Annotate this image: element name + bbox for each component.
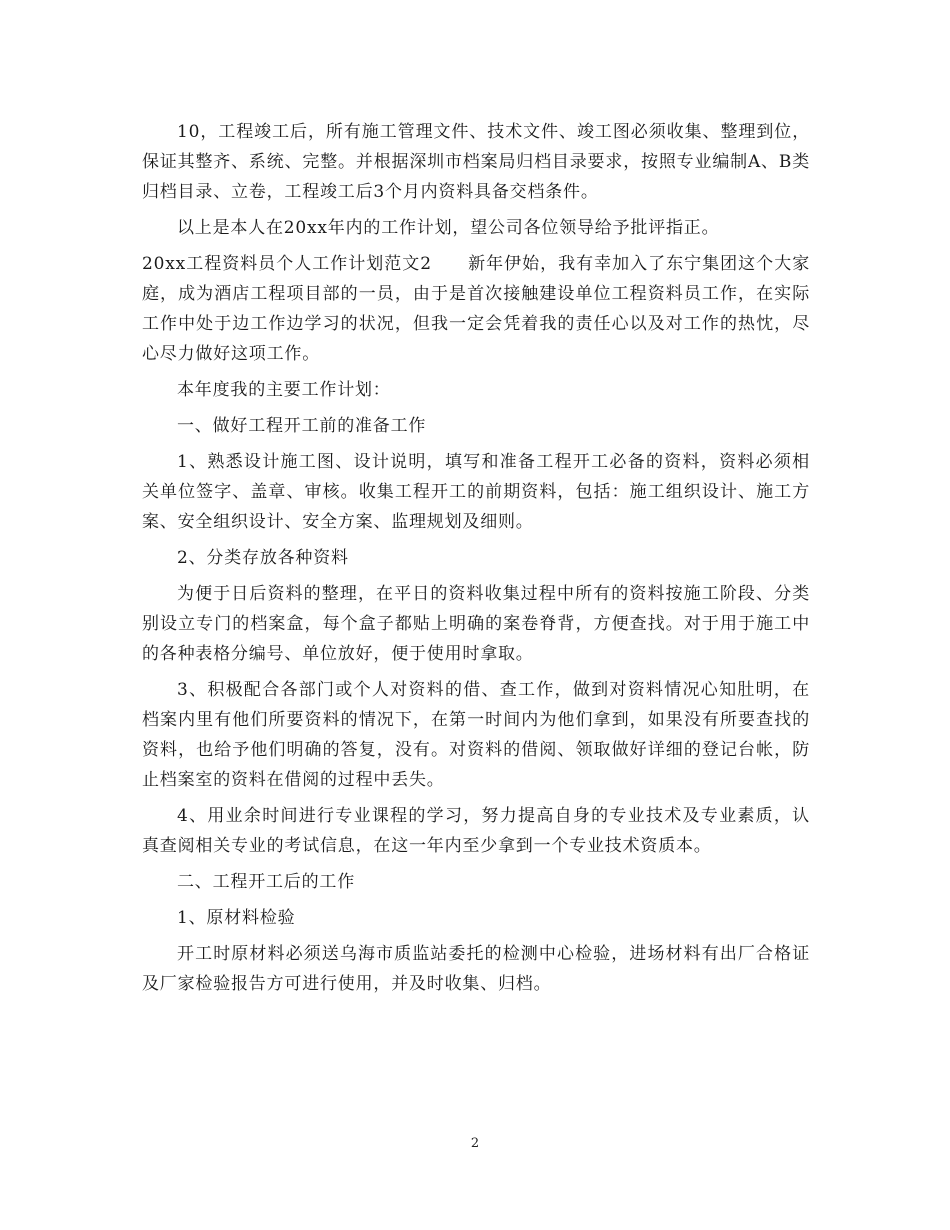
paragraph-item-3: 3、积极配合各部门或个人对资料的借、查工作，做到对资料情况心知肚明，在档案内里有他们所要资料的情况下，在第一时间内为他们拿到，如果没有所要查找的资料，也给予他们明确的答复，没有。对资料的借阅、领取做好详细的登记台帐，防止档案室的资料在借阅的过程中丢失。 xyxy=(142,680,810,790)
subheading-item-2: 2、分类存放各种资料 xyxy=(177,548,349,568)
section-heading-after-start: 二、工程开工后的工作 xyxy=(177,872,355,892)
paragraph-plan-intro: 20xx工程资料员个人工作计划范文2 新年伊始，我有幸加入了东宁集团这个大家庭，成为酒店工程项目部的一员，由于是首次接触建设单位工程资料员工作，在实际工作中处于边工作边学习的状况，但我一定会凭着我的责任心以及对工作的热忱，尽心尽力做好这项工作。 xyxy=(142,254,810,364)
paragraph-material-inspection: 开工时原材料必须送乌海市质监站委托的检测中心检验，进场材料有出厂合格证及厂家检验报告方可进行使用，并及时收集、归档。 xyxy=(142,944,810,994)
paragraph-item-4: 4、用业余时间进行专业课程的学习，努力提高自身的专业技术及专业素质，认真查阅相关专业的考试信息，在这一年内至少拿到一个专业技术资质本。 xyxy=(142,806,810,856)
paragraph-item-1: 1、熟悉设计施工图、设计说明，填写和准备工程开工必备的资料，资料必须相关单位签字、盖章、审核。收集工程开工的前期资料，包括：施工组织设计、施工方案、安全组织设计、安全方案、监理规划及细则。 xyxy=(142,452,810,532)
paragraph-filing-method: 为便于日后资料的整理，在平日的资料收集过程中所有的资料按施工阶段、分类别设立专门的档案盒，每个盒子都贴上明确的案卷脊背，方便查找。对于用于施工中的各种表格分编号、单位放好，便于使用时拿取。 xyxy=(142,584,810,664)
paragraph-archive-requirements: 10，工程竣工后，所有施工管理文件、技术文件、竣工图必须收集、整理到位，保证其整齐、系统、完整。并根据深圳市档案局归档目录要求，按照专业编制A、B类归档目录、立卷，工程竣工后3个月内资料具备交档条件。 xyxy=(142,122,810,202)
section-heading-preparation: 一、做好工程开工前的准备工作 xyxy=(177,416,427,436)
document-body xyxy=(142,117,810,1005)
paragraph-main-plan-heading: 本年度我的主要工作计划： xyxy=(177,380,391,400)
page-number: 2 xyxy=(470,1136,480,1151)
paragraph-closing-remark: 以上是本人在20xx年内的工作计划，望公司各位领导给予批评指正。 xyxy=(177,218,720,238)
subheading-material-inspection: 1、原材料检验 xyxy=(177,908,296,928)
